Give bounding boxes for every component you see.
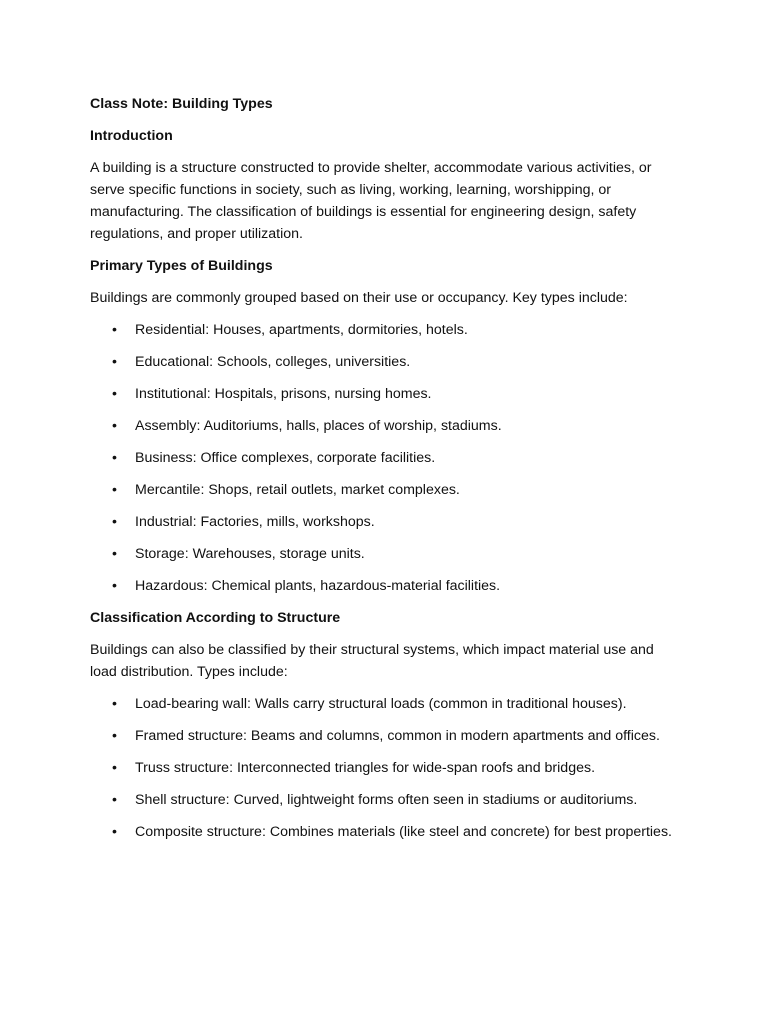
bullet-icon: • [112,728,117,744]
list-item-text: Hazardous: Chemical plants, hazardous-material facilities. [135,578,501,594]
list-item [90,757,682,779]
list-item [90,319,682,341]
list-item [90,479,682,501]
list-item [90,383,682,405]
bullet-icon: • [112,322,117,338]
bullet-icon: • [112,824,117,840]
primary-types-paragraph: Buildings are commonly grouped based on their use or occupancy. Key types include: [90,290,628,306]
list-item [90,447,682,469]
list-item-text: Residential: Houses, apartments, dormitories, hotels. [135,322,468,338]
list-item-text: Storage: Warehouses, storage units. [135,546,365,562]
document-title: Class Note: Building Types [90,96,273,112]
intro-paragraph: A building is a structure constructed to provide shelter, accommodate various activities, or serve specific functions in society, such as living, working, learning, worshipping, or manufacturing. The classification of buildings is essential for engineering design, safety regulations, and proper utilization. [90,160,652,242]
bullet-icon: • [112,514,117,530]
bullet-icon: • [112,696,117,712]
bullet-icon: • [112,354,117,370]
list-item-text: Composite structure: Combines materials (like steel and concrete) for best properties. [135,824,672,840]
list-item-text: Truss structure: Interconnected triangles for wide-span roofs and bridges. [135,760,596,776]
bullet-icon: • [112,578,117,594]
primary-types-list [90,319,682,597]
bullet-icon: • [112,760,117,776]
list-item [90,725,682,747]
list-item-text: Educational: Schools, colleges, universities. [135,354,411,370]
primary-types-heading: Primary Types of Buildings [90,258,273,274]
list-item-text: Assembly: Auditoriums, halls, places of worship, stadiums. [135,418,502,434]
list-item [90,789,682,811]
bullet-icon: • [112,450,117,466]
list-item-text: Business: Office complexes, corporate facilities. [135,450,436,466]
list-item [90,821,682,843]
list-item-text: Load-bearing wall: Walls carry structural loads (common in traditional houses). [135,696,627,712]
document-page [90,93,682,853]
list-item-text: Shell structure: Curved, lightweight forms often seen in stadiums or auditoriums. [135,792,638,808]
list-item [90,415,682,437]
list-item [90,575,682,597]
list-item [90,511,682,533]
list-item [90,693,682,715]
bullet-icon: • [112,482,117,498]
bullet-icon: • [112,546,117,562]
bullet-icon: • [112,418,117,434]
list-item-text: Framed structure: Beams and columns, common in modern apartments and offices. [135,728,660,744]
list-item [90,543,682,565]
list-item-text: Mercantile: Shops, retail outlets, market complexes. [135,482,460,498]
bullet-icon: • [112,792,117,808]
structure-types-list [90,693,682,843]
list-item-text: Industrial: Factories, mills, workshops. [135,514,375,530]
bullet-icon: • [112,386,117,402]
list-item-text: Institutional: Hospitals, prisons, nursing homes. [135,386,432,402]
list-item [90,351,682,373]
structure-heading: Classification According to Structure [90,610,341,626]
structure-paragraph: Buildings can also be classified by their structural systems, which impact material use and load distribution. Types include: [90,642,654,680]
intro-heading: Introduction [90,128,173,144]
